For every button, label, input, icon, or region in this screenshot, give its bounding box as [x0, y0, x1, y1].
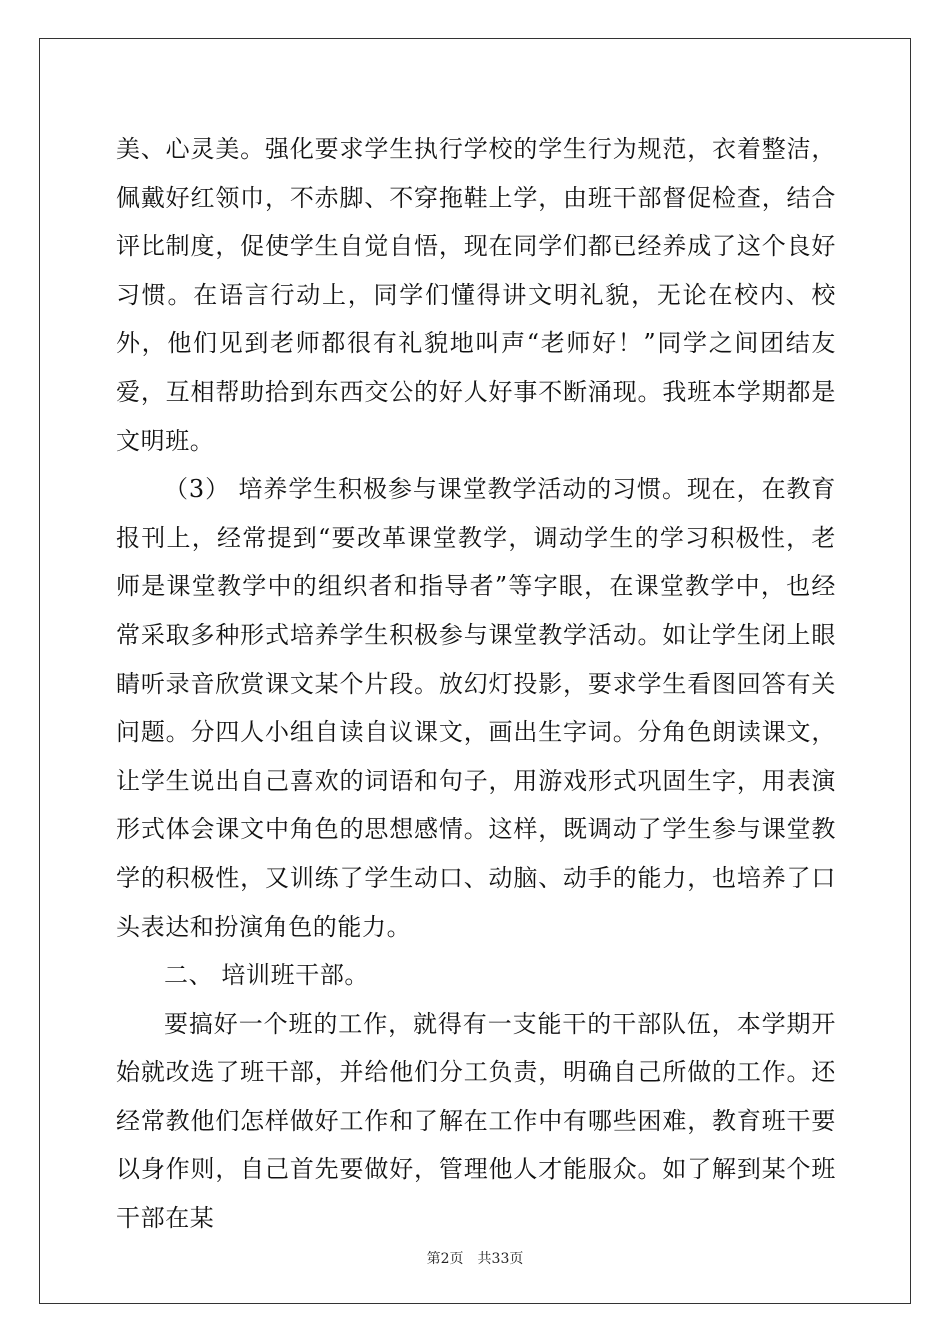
- page-number-footer: 第2页 共33页: [426, 1251, 524, 1267]
- paragraph-class-cadre: 要搞好一个班的工作，就得有一支能干的干部队伍，本学期开始就改选了班干部，并给他们分工负责，明确自己所做的工作。还经常教他们怎样做好工作和了解在工作中有哪些困难，教育班干要以身作则，自己首先要做好，管理他人才能服众。如了解到某个班干部在某: [116, 1009, 836, 1233]
- section-heading-class-cadre: 二、 培训班干部。: [164, 961, 370, 990]
- paragraph-3-classroom-habits: （3） 培养学生积极参与课堂教学活动的习惯。现在，在教育报刊上，经常提到“要改革课堂教学，调动学生的学习积极性，老师是课堂教学中的组织者和指导者”等字眼，在课堂教学中，也经常采取多种形式培养学生积极参与课堂教学活动。如让学生闭上眼睛听录音欣赏课文某个片段。放幻灯投影，要求学生看图回答有关问题。分四人小组自读自议课文，画出生字词。分角色朗读课文，让学生说出自己喜欢的词语和句子，用游戏形式巩固生字，用表演形式体会课文中角色的思想感情。这样，既调动了学生参与课堂教学的积极性，又训练了学生动口、动脑、动手的能力，也培养了口头表达和扮演角色的能力。: [116, 475, 836, 941]
- paragraph-continued: 美、心灵美。强化要求学生执行学校的学生行为规范，衣着整洁，佩戴好红领巾，不赤脚、不穿拖鞋上学，由班干部督促检查，结合评比制度，促使学生自觉自悟，现在同学们都已经养成了这个良好习惯。在语言行动上，同学们懂得讲文明礼貌，无论在校内、校外，他们见到老师都很有礼貌地叫声“老师好！”同学之间团结友爱，互相帮助拾到东西交公的好人好事不断涌现。我班本学期都是文明班。: [116, 135, 836, 455]
- document-body: [116, 125, 836, 1243]
